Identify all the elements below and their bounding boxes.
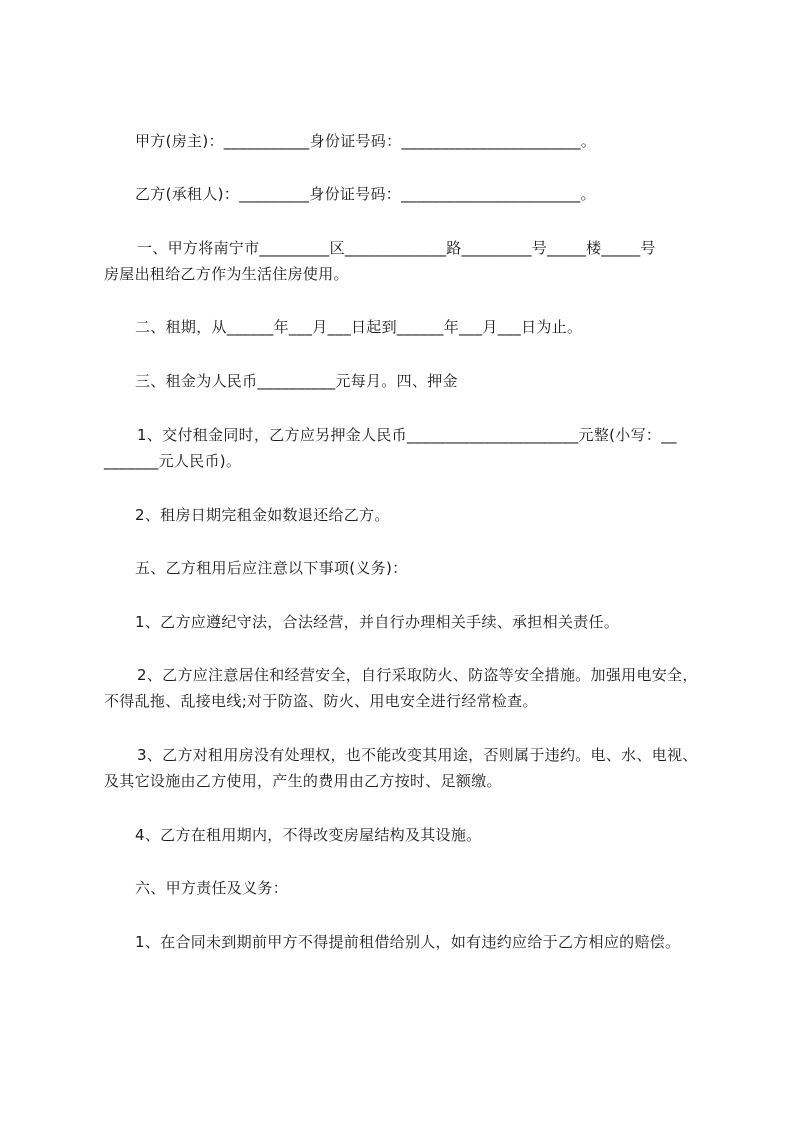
tenant-duty-3-line-1: 3、乙方对租用房没有处理权，也不能改变其用途，否则属于违约。电、水、电视、	[137, 746, 698, 764]
tenant-duty-1: 1、乙方应遵纪守法，合法经营，并自行办理相关手续、承担相关责任。	[135, 613, 620, 631]
clause-3-rent: 三、租金为人民币__________元每月。四、押金	[135, 372, 458, 390]
clause-6-heading: 六、甲方责任及义务：	[135, 879, 289, 897]
deposit-item-1-line-1: 1、交付租金同时，乙方应另押金人民币______________________元整(小写：__	[137, 426, 677, 444]
deposit-item-1-line-2: _______元人民币)。	[104, 452, 242, 470]
tenant-duty-2-line-2: 不得乱拖、乱接电线;对于防盗、防火、用电安全进行经常检查。	[104, 692, 538, 710]
party-b-line: 乙方(承租人)：_________身份证号码：_______________________。	[135, 185, 596, 203]
party-a-line: 甲方(房主)：___________身份证号码：_______________________。	[135, 132, 597, 150]
deposit-item-2: 2、租房日期完租金如数退还给乙方。	[135, 506, 390, 524]
landlord-duty-1: 1、在合同未到期前甲方不得提前租借给别人，如有违约应给于乙方相应的赔偿。	[135, 933, 681, 951]
tenant-duty-4: 4、乙方在租用期内，不得改变房屋结构及其设施。	[135, 826, 482, 844]
clause-5-heading: 五、乙方租用后应注意以下事项(义务)：	[135, 559, 408, 577]
tenant-duty-3-line-2: 及其它设施由乙方使用，产生的费用由乙方按时、足额缴。	[104, 772, 502, 790]
clause-1-line-1: 一、甲方将南宁市_________区_____________路_________号_____楼_____号	[137, 239, 656, 257]
tenant-duty-2-line-1: 2、乙方应注意居住和经营安全，自行采取防火、防盗等安全措施。加强用电安全，	[137, 666, 698, 684]
clause-1-line-2: 房屋出租给乙方作为生活住房使用。	[104, 265, 349, 283]
clause-2-lease-term: 二、租期，从______年___月___日起到______年___月___日为止。	[135, 318, 583, 336]
